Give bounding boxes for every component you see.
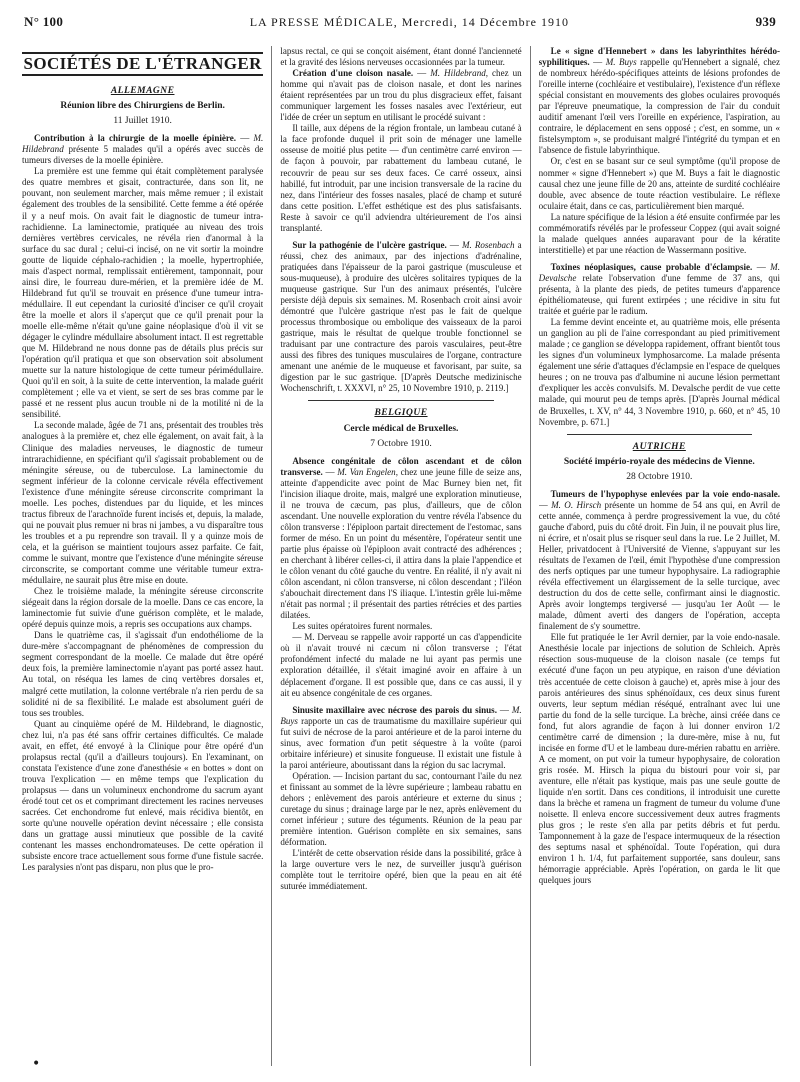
column-1 [22,46,263,1066]
article-paragraph: Toxines néoplasiques, cause probable d'éclampsie. — M. Devalsche relate l'observation d'une femme de 37 ans, qui présenta, à la plante des pieds, de petites tumeurs d'apparence épithéliomateuse, qui furent extirpées ; une récidive in situ fut traitée et guérie par le radium. [538,261,780,317]
meeting-date: 28 Octobre 1910. [626,471,693,482]
article-author: M. Rosenbach [462,239,515,250]
article-paragraph: lapsus rectal, ce qui se conçoit aisément, étant donné l'ancienneté et la gravité des lésions nerveuses occasionnées par la tumeur. [280,46,522,68]
article-title: Toxines néoplasiques, cause probable d'éclampsie. [550,261,753,272]
section-rule [567,434,752,435]
section-title: SOCIÉTÉS DE L'ÉTRANGER [22,52,263,76]
article-paragraph: Quant au cinquième opéré de M. Hildebrand, le diagnostic, chez lui, n'a pas été sans offrir certaines difficultés. Ce malade avait, en effet, été envoyé à la Clinique pour être opéré d'un prolapsus rectal (qu'il a d'ailleurs toujours). En l'examinant, on constata l'existence d'une zone d'anesthésie « en bottes » dont on trouva l'explication — en même temps que l'explication du prolapsus — dans un volumineux enchondrome du sacrum ayant érodé tout cet os et comprimant directement les racines nerveuses sacrées. Cet enchondrome fut enlevé, mais récidiva bientôt, en sorte qu'une nouvelle opération devint nécessaire ; elle consista dans un grattage aussi minutieux que possible de la cavité contenant les masses enchondromateuses. De cette opération il subsiste encore trace actuellement sous forme d'une fistule sacrée. Les paralysies n'ont pas disparu, non plus que le pro- [22,718,264,873]
column-3 [539,46,780,1066]
article-paragraph: La seconde malade, âgée de 71 ans, présentait des troubles très analogues à la première et, chez elle également, on avait fait, à la Clinique des maladies nerveuses, le diagnostic de tumeur intrarachidienne, en spécifiant qu'il s'agissait probablement ou de méningite séreuse, ou de tuberculose. La laminectomie du segment inférieur de la colonne cervicale révéla effectivement l'existence d'une méningite séreuse circonscrite comprimant la moelle. Les poches, distendues par du liquide, et les minces tractus fibreux de l'arachnoïde furent incisés et, depuis, la malade, qui ne pouvait plus remuer ni bras ni jambes, a vu disparaître tous les troubles et a pu reprendre son travail. Il y a quinze mois de cela, et la guérison se maintient toujours assez parfaite. Ce fait, comme le suivant, montre que l'existence d'une méningite séreuse circonscrite, se comportant comme une véritable tumeur extra-médullaire, ne saurait plus être mise en doute. [22,420,264,586]
article-paragraph: Absence congénitale de côlon ascendant et de côlon transverse. — M. Van Engelen, chez une jeune fille de seize ans, atteinte d'appendicite avec point de Mac Burney bien net, fit l'incision iliaque droite, mais, malgré une exploration minutieuse, il ne trouva de cæcum, pas plus, d'ailleurs, que de côlon ascendant. Une nouvelle exploration du ventre révéla l'absence du côlon transverse : l'épiploon partait directement de l'estomac, sans former de méso. En un point du mésentère, l'opérateur sentit une partie plus épaisse où l'épiploon avait contracté des adhérences ; en cherchant à libérer celles-ci, il attira dans la plaie l'appendice et le côlon venant du côté gauche du ventre. En réalité, il n'y avait ni côlon ascendant, ni côlon transverse, ni côlon descendant ; l'iléon s'abouchait directement dans l'S iliaque. L'intestin grêle lui-même n'était pas normal ; il présentait des parties rétrécies et des parties dilatées. [280,455,522,621]
article-paragraph: Opération. — Incision partant du sac, contournant l'aile du nez et finissant au sommet de la lèvre supérieure ; lambeau rabattu en dehors ; enlèvement des parois antérieure et externe du sinus ; curetage du sinus ; drainage large par le nez, après enlèvement du cornet inférieur ; suture des téguments. Réunion de la peau par première intention. Guérison complète en six semaines, sans déformation. [280,770,522,848]
article-author: M. Buys [280,704,522,726]
article-paragraph: Création d'une cloison nasale. — M. Hildebrand, chez un homme qui n'avait pas de cloison nasale, et dont les narines étaient représentées par un trou du plus disgracieux effet, faisant communiquer largement les fosses nasales avec l'extérieur, eut l'idée de créer un septum en utilisant le procédé suivant : [280,68,522,123]
article-author: M. Hildebrand, [430,68,489,79]
article-paragraph: — M. Derveau se rappelle avoir rapporté un cas d'appendicite où il n'avait trouvé ni cæcum ni côlon transverse ; l'état profondément infecté du malade ne lui ayant pas permis une exploration détaillée, il s'était imaginé avoir en affaire à un déplacement d'organe. Il est possible que, dans ce cas aussi, il y ait eu absence congénitale de ces organes. [280,632,522,698]
article-author: M. O. Hirsch [551,499,602,510]
article-paragraph: Il taille, aux dépens de la région frontale, un lambeau cutané à la face profonde duquel il prit soin de ménager une lamelle osseuse de moitié plus petite — d'un centimètre carré environ — de façon à pouvoir, par rabattement du lambeau cutané, le recouvrir de peau sur ses deux faces. Ce carré osseux, ainsi habillé, fut introduit, par une incision transversale de la racine du nez, dans l'intérieur des fosses nasales, placé de champ et suturé dans cette position. L'effet esthétique est des plus satisfaisants. Reste à savoir ce qu'il adviendra ultérieurement de l'os ainsi transplanté. [280,123,522,233]
article-paragraph: Le « signe d'Hennebert » dans les labyrinthites hérédo-syphilitiques. — M. Buys rappelle qu'Hennebert a signalé, chez de nombreux hérédo-spécifiques atteints de lésions profondes de l'oreille interne (cochléaire et vestibulaire), l'existence d'un réflexe spécial consistant en mouvements des globes oculaires provoqués par l'épreuve pneumatique, la compression de l'air du conduit auditif amenant l'œil vers l'oreille en expérience, l'aspiration, au contraire, le déplacement en sens opposé ; c'est, en somme, un « fistelsymptom », se produisant malgré l'intégrité du tympan et en l'absence de fistule labyrinthique. [538,46,780,156]
column-divider [530,46,531,1066]
article-author: M. Buys [605,57,637,68]
page-header [24,14,776,36]
article-paragraph: La femme devint enceinte et, au quatrième mois, elle présenta un ganglion au pli de l'aine correspondant au pied primitivement malade ; ce ganglion se développa rapidement, offrant bientôt tous les signes d'un volumineux lymphosarcome. La malade présenta également une série d'attaques d'éclampsie en l'espace de quelques heures ; on ne trouva pas d'albumine ni aucune lésion permettant d'expliquer les accès convulsifs. M. Devalsche perdit de vue cette malade, qui mourut peu de temps après. [D'après Journal médical de Bruxelles, t. XV, n° 44, 3 Novembre 1910, p. 660, et n° 45, 10 Novembre, p. 671.] [538,317,780,427]
article-paragraph: La nature spécifique de la lésion a été ensuite confirmée par les commémoratifs révélés par le professeur Coppez (qui avait soigné la malade quelques années auparavant pour de la kératite interstitielle) et par une réaction de Wassermann positive. [538,211,780,255]
column-2 [280,46,521,1066]
article-title: Contribution à la chirurgie de la moelle épinière. [34,133,237,144]
article-author: M. Devalsche [538,261,780,283]
article-title: Sinusite maxillaire avec nécrose des parois du sinus. [292,704,497,715]
country-heading-austria: AUTRICHE [632,441,686,452]
section-rule [308,400,493,401]
article-title: Absence congénitale de côlon ascendant et de côlon transverse. [280,455,522,477]
article-paragraph: Tumeurs de l'hypophyse enlevées par la voie endo-nasale. — M. O. Hirsch présente un homme de 54 ans qui, en Avril de cette année, commença à perdre progressivement la vue, du côté gauche d'abord, puis du côté droit. Fin Juin, il ne pouvait plus lire, ni écrire, et n'osait plus se risquer seul dans la rue. Le 2 Juillet, M. Heller, privatdocent à l'Université de Vienne, s'appuyant sur les résultats de l'examen de l'œil, émit l'hypothèse d'une compression des nerfs optiques par une tumeur hypophysaire. La radiographie révéla effectivement un élargissement de la selle turcique, avec destruction du dos de cette selle, confirmant ainsi le diagnostic. Après avoir longtemps tergiversé — jusqu'au 1er Août — le malade, dûment averti des dangers de l'opération, accepta finalement de s'y soumettre. [538,488,780,632]
article-title: Tumeurs de l'hypophyse enlevées par la voie endo-nasale. [550,488,780,499]
article-paragraph: Les suites opératoires furent normales. [292,621,433,632]
article-title: Sur la pathogénie de l'ulcère gastrique. [292,239,447,250]
article-title: Création d'une cloison nasale. [292,68,414,79]
article-paragraph: L'intérêt de cette observation réside dans la possibilité, grâce à la large ouverture vers le nez, de surveiller jusqu'à guérison complète tout le territoire opéré, bien que la peau en ait été suturée immédiatement. [280,848,522,892]
society-name: Société império-royale des médecins de Vienne. [563,456,755,467]
article-paragraph: Sinusite maxillaire avec nécrose des parois du sinus. — M. Buys rapporte un cas de traumatisme du maxillaire supérieur qui fut suivi de nécrose de la paroi antérieure et de la paroi interne du sinus, avec formation d'un petit séquestre à la voûte (paroi orbitaire inférieure) et sinusite fongueuse. Il existait une fistule à la paroi antérieure, aboutissant dans la région du sac lacrymal. [280,704,522,770]
issue-number: N° 100 [24,14,64,29]
margin-dot: • [32,1056,41,1072]
column-divider [271,46,272,1066]
article-paragraph: Chez le troisième malade, la méningite séreuse circonscrite siégeait dans la région dorsale de la moelle. Dans ce cas encore, la laminectomie fut suivie d'une guérison complète, et le malade, opéré depuis quinze mois, a repris ses occupations aux champs. [22,586,264,630]
article-paragraph: Sur la pathogénie de l'ulcère gastrique. — M. Rosenbach a réussi, chez des animaux, par des injections d'adrénaline, pratiquées dans l'épaisseur de la paroi gastrique (musculeuse et sous-muqueuse), à produire des ulcères solitaires typiques de la muqueuse gastrique. Sur l'un des animaux présentés, l'ulcère persiste déjà depuis six semaines. M. Rosenbach croit ainsi avoir démontré que l'ulcère gastrique n'est pas le fait de quelque processus thrombosique ou embolique des vaisseaux de la paroi gastrique, mais le résultat de quelque trouble fonctionnel se traduisant par une contracture des parois vasculaires, peut-être aussi des fibres des tuniques musculaires de l'organe, contracture amenant une anémie de le muqueuse et favorisant, par suite, sa digestion par le suc gastrique. [D'après Deutsche medizinische Wochenschrift, t. XXXVI, n° 25, 10 Novembre 1910, p. 2119.] [280,239,522,394]
country-heading-germany: ALLEMAGNE [110,86,175,97]
society-name: Réunion libre des Chirurgiens de Berlin. [60,101,225,112]
article-author: M. Van Engelen, [337,466,398,477]
article-paragraph: Contribution à la chirurgie de la moelle épinière. — M. Hildebrand présente 5 malades qu'il a opérés avec succès de tumeurs diverses de la moelle épinière. [22,133,264,166]
article-columns [22,46,780,1066]
article-paragraph: Dans le quatrième cas, il s'agissait d'un endothéliome de la dure-mère s'accompagnant de phénomènes de compression du segment correspondant de la moelle. Ce malade dut être opéré deux fois, la première laminectomie n'ayant pas porté assez haut. Au total, on réséqua les lames de cinq vertèbres dorsales et, malgré cette mutilation, la colonne vertébrale n'a rien perdu de sa solidité ni de sa flexibilité. Le malade est absolument guéri de tous ses troubles. [22,630,264,718]
page-number: 939 [755,14,776,29]
article-paragraph: Or, c'est en se basant sur ce seul symptôme (qu'il propose de nommer « signe d'Hennebert ») que M. Buys a fait le diagnostic causal chez une jeune fille de 20 ans, atteinte de surdité cochléaire double, avec absence de toute réaction vestibulaire. Le réflexe oculaire était, dans ce cas, particulièrement bien marqué. [538,156,780,211]
article-paragraph: La première est une femme qui était complètement paralysée des quatre membres et gisait, contracturée, dans son lit, ne pouvant, non seulement marcher, mais même remuer ; il existait également des troubles de la sensibilité. Cette femme a été opérée il y a neuf mois. On avait fait le diagnostic de tumeur intra-rachidienne. La laminectomie, pratiquée au niveau des trois dernières vertèbres cervicales, ne révéla rien d'anormal à la surface du sac dural ; celui-ci incisé, on ne vit sortir la moindre goutte de liquide céphalo-rachidien ; la moelle, hypertrophiée, mais d'aspect normal, remplissait entièrement, tamponnait, pour ainsi dire, le fourreau dure-mérien, et la première idée de M. Hildebrand fut qu'il se trouvait en présence d'une tumeur intra-médullaire. Il eut cependant la curiosité d'inciser ce qu'il croyait être la moelle et alors il s'aperçut que ce qu'il prenait pour la moelle elle-même n'était qu'une gaine néoplasique d'où il vit se dégager le cylindre médullaire absolument intact. Il est regrettable que M. Hildebrand ne nous donne pas de détails plus précis sur l'opération qu'il pratiqua et que son observation soit absolument muette sur la nature histologique de cette tumeur périmédullaire. Quoi qu'il en soit, à la suite de cette intervention, la malade guérit complètement ; elle va et vient, se sert de ses bras comme par le passé et ne ressent plus aucun trouble ni de la motilité ni de la sensibilité. [22,166,264,420]
article-title: Le « signe d'Hennebert » dans les labyrinthites hérédo-syphilitiques. [538,46,780,68]
journal-title: LA PRESSE MÉDICALE, Mercredi, 14 Décembre 1910 [249,15,570,29]
society-name: Cercle médical de Bruxelles. [343,423,459,434]
article-author: M. Hildebrand [22,133,264,155]
meeting-date: 7 Octobre 1910. [370,438,432,449]
article-paragraph: Elle fut pratiquée le 1er Avril dernier, par la voie endo-nasale. Anesthésie locale par injections de solution de Schleich. Après résection sous-muqueuse de la cloison nasale (ce temps fut exécuté d'une façon un peu atypique, en raison d'une déviation très accentuée de cette cloison à gauche) et, après mise à jour des parois antérieures des sinus sphénoïdaux, ces deux sinus furent ouverts, leur septum médian réséqué, entraînant avec lui une partie du fond de la selle turcique. La brèche, ainsi créée dans ce fond, fut alors agrandie de façon à lui donner environ 1/2 centimètre carré de dimension ; la dure-mère, mise à nu, fut incisée en forme d'U et le lambeau dure-mérien rabattu en arrière. A ce moment, on put voir la tumeur hypophysaire, de coloration gris rosée. M. Hirsch la piqua du bistouri pour voir si, par aventure, elle n'était pas kystique, mais pas une seule goutte de liquide n'en sortit. Dans ces conditions, il introduisit une curette dans la brèche et ramena un fragment de tumeur du volume d'une noisette. Il enleva encore successivement deux autres fragments plus gros ; le reste s'en alla par petits débris et fut perdu. Tamponnement à la gaze de l'espace intermuqueux de la résection des septums nasal et sphénoïdal. Toute l'opération, qui dura environ 1 h. 1/4, fut parfaitement supportée, sans douleur, sans hémorragie appréciable. Après l'opération, on garda le lit que quelques jours [538,632,780,886]
country-heading-belgium: BELGIQUE [374,408,428,419]
meeting-date: 11 Juillet 1910. [113,116,172,127]
